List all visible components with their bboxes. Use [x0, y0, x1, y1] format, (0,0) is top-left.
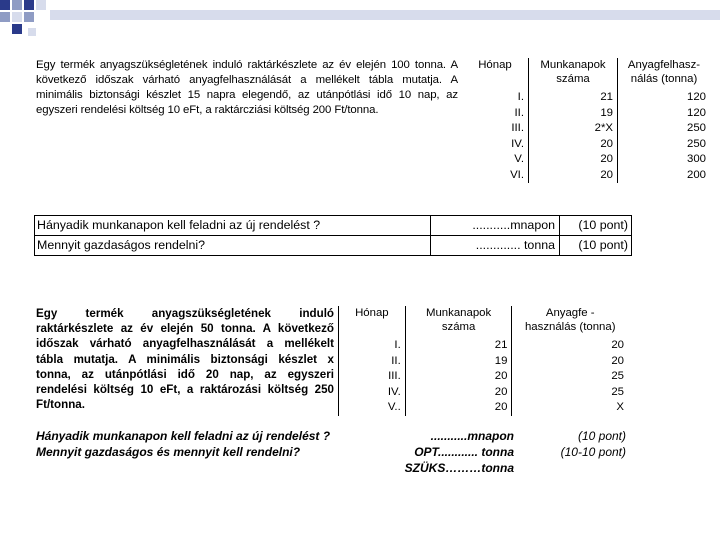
header-usage: Anyagfe - használás (tonna): [512, 306, 628, 338]
table-row: I. 21 20: [339, 338, 629, 354]
problem2-answer-2: OPT............ tonna: [414, 445, 514, 459]
question-row: [35, 235, 631, 255]
problem2-points-2: (10-10 pont): [560, 445, 626, 459]
table-row: VI. 20 200: [462, 168, 710, 184]
question-text: Hányadik munkanapon kell feladni az új rendelést ?: [35, 216, 431, 235]
table-row: V.. 20 X: [339, 400, 629, 416]
header-month: Hónap: [339, 306, 406, 338]
header-workdays: Munkanapok száma: [529, 58, 618, 90]
table-row: II. 19 20: [339, 354, 629, 370]
problem2-text: Egy termék anyagszükségletének induló raktárkészlete az év elején 50 tonna. A következő időszak várható anyagfelhasználását a mellékelt tábla mutatja. A minimális biztonsági készlet x tonna, az utánpótlási idő 20 nap, az egyszeri rendelési költség 10 eFt, a raktározási költség 250 Ft/tonna.: [36, 307, 334, 412]
table-row: IV. 20 25: [339, 385, 629, 401]
problem2-answer-1: ...........mnapon: [430, 429, 514, 443]
problem1-table: [462, 58, 710, 183]
points: (10 pont): [578, 238, 628, 252]
question-row: [35, 216, 631, 235]
points: (10 pont): [578, 218, 628, 232]
problem1-text: Egy termék anyagszükségletének induló raktárkészlete az év elején 100 tonna. A következő időszak várható anyagfelhasználását a mellékelt tábla mutatja. A minimális biztonsági készlet 15 napra elegendő, az utánpótlási idő 10 nap, az egyszeri rendelési költség 10 eFt, a raktárcziási költség 200 Ft/tonna.: [36, 59, 458, 116]
answer-blank: ............. tonna: [431, 236, 560, 255]
table-row: V. 20 300: [462, 152, 710, 168]
answer-blank: ...........mnapon: [431, 216, 560, 235]
problem2-question-2: Mennyit gazdaságos és mennyit kell rendelni?: [36, 445, 301, 459]
problem1-questions: [34, 215, 632, 256]
header-usage: Anyagfelhasz- nálás (tonna): [618, 58, 711, 90]
problem2-points-1: (10 pont): [577, 429, 626, 443]
header-workdays: Munkanapok száma: [405, 306, 512, 338]
problem2-answer-3: SZÜKS………tonna: [404, 461, 514, 475]
problem2-question-1: Hányadik munkanapon kell feladni az új rendelést ?: [36, 429, 331, 443]
header-month: Hónap: [478, 59, 512, 71]
problem2-table: [338, 306, 628, 416]
table-row: I. 21 120: [462, 90, 710, 106]
decorative-squares: [0, 0, 720, 40]
table-row: II. 19 120: [462, 106, 710, 122]
table-row: IV. 20 250: [462, 137, 710, 153]
table-row: III. 2*X 250: [462, 121, 710, 137]
table-row: III. 20 25: [339, 369, 629, 385]
question-text: Mennyit gazdaságos rendelni?: [35, 236, 431, 255]
